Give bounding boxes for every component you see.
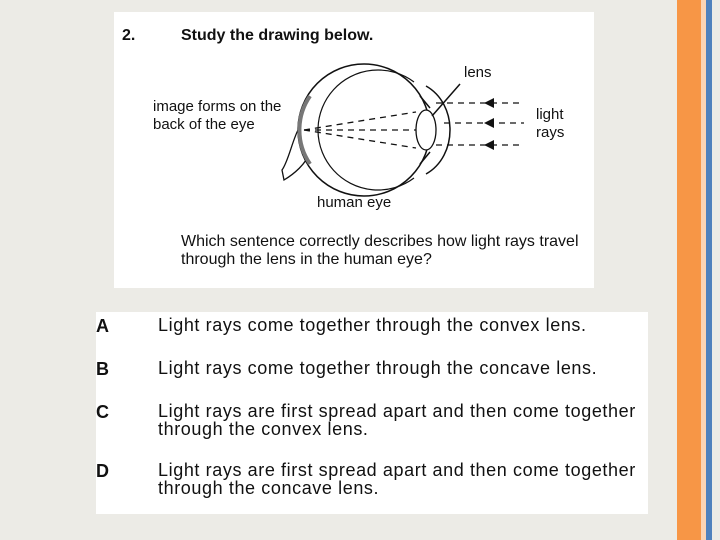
question-text: Which sentence correctly describes how light rays travel through the lens in the human eye? (181, 233, 579, 268)
option-text: Light rays come together through the convex lens. (158, 315, 587, 335)
human-eye-caption: human eye (317, 194, 392, 211)
lens-shape (416, 110, 436, 150)
option-letter: C (96, 402, 109, 422)
lens-label: lens (464, 64, 492, 81)
arrow-head-middle (484, 118, 494, 128)
option-letter: D (96, 461, 109, 481)
question-image (114, 12, 594, 288)
option-letter: B (96, 359, 109, 379)
decorative-orange-stripe (677, 0, 701, 540)
option-letter: A (96, 316, 109, 336)
image-forms-label: image forms on the back of the eye (153, 98, 282, 133)
question-number: 2. (122, 27, 136, 44)
lens-pointer (432, 84, 460, 116)
arrow-head-top (484, 98, 494, 108)
arrow-head-bottom (484, 140, 494, 150)
option-text: Light rays are first spread apart and then come together through the convex lens. (158, 401, 636, 439)
decorative-background-stripe (712, 0, 720, 540)
option-text: Light rays are first spread apart and then come together through the concave lens. (158, 460, 636, 498)
answer-choices (96, 312, 648, 514)
question-instruction: Study the drawing below. (181, 27, 374, 44)
light-rays-label: light rays (536, 106, 565, 141)
option-text: Light rays come together through the concave lens. (158, 358, 598, 378)
